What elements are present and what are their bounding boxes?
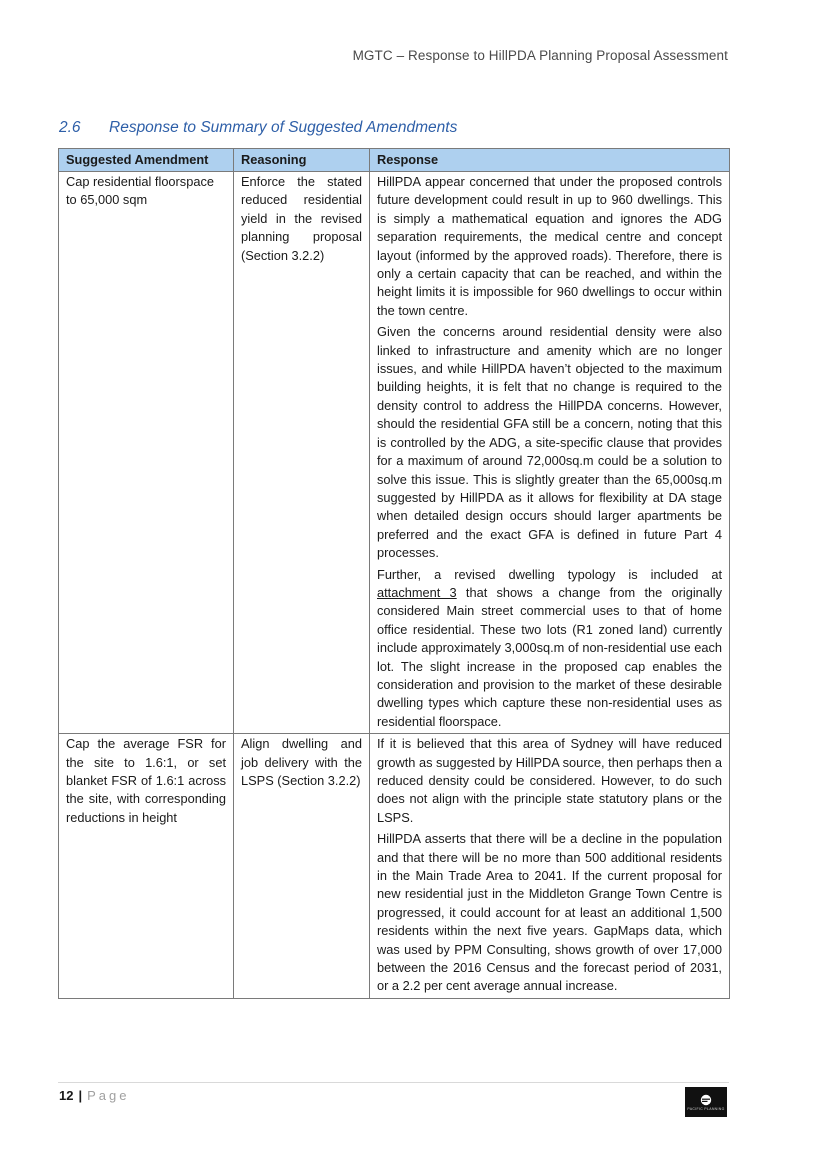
logo-mark-icon: [699, 1094, 713, 1106]
section-title: Response to Summary of Suggested Amendments: [109, 118, 458, 136]
column-header-reasoning: Reasoning: [234, 149, 370, 172]
response-paragraph: [377, 566, 722, 732]
table-row: [59, 172, 730, 734]
response-text: Further, a revised dwelling typology is included at: [377, 566, 722, 582]
page-number: 12: [59, 1088, 74, 1103]
footer-divider: [58, 1082, 729, 1083]
table-row: [59, 734, 730, 999]
response-paragraph: HillPDA appear concerned that under the proposed controls future development could result in up to 960 dwellings. This is simply a mathematical equation and ignores the ADG separation requirements, the medical centre and concept layout (informed by the approved roads). Therefore, there is only a certain capacity that can be reached, and within the height limits it is impossible for 960 dwellings to occur within the town centre.: [377, 174, 722, 318]
company-logo: [685, 1087, 727, 1117]
logo-text: PACIFIC PLANNING: [687, 1106, 725, 1111]
response-paragraph: HillPDA asserts that there will be a decline in the population and that there will be no more than 500 additional residents in the Main Trade Area to 2041. If the current proposal for new residential just in the Middleton Grange Town Centre is progressed, it could account for at least an additional 1,500 residents within the next five years. GapMaps data, which was used by PPM Consulting, shows growth of over 17,000 between the 2016 Census and the forecast period of 2031, or a 2.2 per cent average annual increase.: [377, 831, 722, 994]
response-paragraph: Given the concerns around residential density were also linked to infrastructure and amenity which are no longer issues, and while HillPDA haven’t objected to the maximum building heights, it is felt that no change is required to the density control to address the HillPDA concerns. However, should the residential GFA still be a concern, noting that this is controlled by the ADG, a site-specific clause that provides for a maximum of around 72,000sq.m could be a solution to solve this issue. This is slightly greater than the 65,000sq.m suggested by HillPDA as it allows for flexibility at DA stage when detailed design occurs should larger apartments be preferred and the exact GFA is defined in future Part 4 processes.: [377, 324, 722, 561]
table-header-row: [59, 149, 730, 172]
amendment-cell: Cap residential floorspace to 65,000 sqm: [59, 172, 234, 734]
reasoning-cell: Align dwelling and job delivery with the LSPS (Section 3.2.2): [234, 734, 370, 999]
section-number: 2.6: [59, 118, 81, 136]
response-paragraph: If it is believed that this area of Sydney will have reduced growth as suggested by HillPDA source, then perhaps then a reduced density could be considered. However, to do such does not align with the principle state statutory plans or the LSPS.: [377, 736, 723, 825]
response-text: that shows a change from the originally considered Main street commercial uses to that of home office residential. These two lots (R1 zoned land) currently include approximately 3,000sq.m of non-residential use each lot. The slight increase in the proposed cap enables the consideration and provision to the market of these desirable dwelling types which capture these non-residential uses as residential floorspace.: [377, 584, 722, 729]
amendments-table: [58, 148, 730, 999]
page-label: Page: [87, 1088, 130, 1103]
reasoning-cell: Enforce the stated reduced residential yield in the revised planning proposal (Section 3.2.2): [234, 172, 370, 734]
column-header-response: Response: [370, 149, 730, 172]
column-header-amendment: Suggested Amendment: [59, 149, 234, 172]
attachment-3-reference: attachment 3: [377, 584, 457, 600]
response-cell: [370, 734, 730, 999]
section-heading: [59, 119, 457, 137]
response-cell: [370, 172, 730, 734]
running-header: MGTC – Response to HillPDA Planning Proposal Assessment: [352, 48, 728, 63]
footer-separator: |: [78, 1088, 83, 1103]
page-footer: [59, 1088, 129, 1103]
amendment-cell: Cap the average FSR for the site to 1.6:1, or set blanket FSR of 1.6:1 across the site, with corresponding reductions in height: [59, 734, 234, 999]
